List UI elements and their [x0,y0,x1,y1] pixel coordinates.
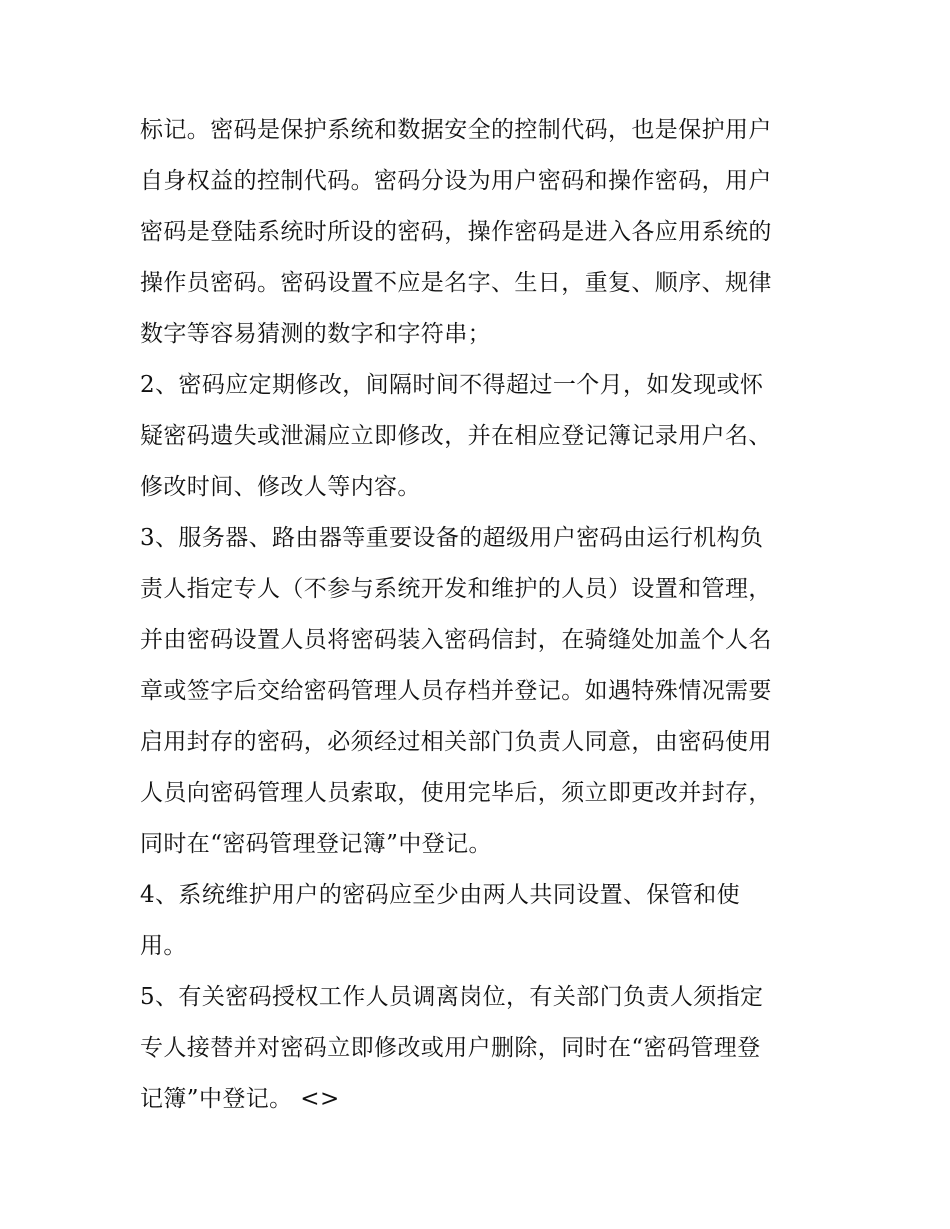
text-line: 记簿”中登记。 <> [140,1086,340,1112]
text-line: 修改时间、修改人等内容。 [140,474,421,500]
text-line: 自身权益的控制代码。密码分设为用户密码和操作密码，用户 [140,168,772,194]
text-line: 3、服务器、路由器等重要设备的超级用户密码由运行机构负 [140,525,764,551]
text-line: 并由密码设置人员将密码装入密码信封，在骑缝处加盖个人名 [140,627,772,653]
text-line: 用。 [140,933,187,959]
text-line: 标记。密码是保护系统和数据安全的控制代码，也是保护用户 [140,117,772,143]
text-line: 责人指定专人（不参与系统开发和维护的人员）设置和管理， [140,576,772,602]
text-line: 密码是登陆系统时所设的密码，操作密码是进入各应用系统的 [140,219,772,245]
text-line: 操作员密码。密码设置不应是名字、生日，重复、顺序、规律 [140,270,772,296]
text-line: 疑密码遗失或泄漏应立即修改，并在相应登记簿记录用户名、 [140,423,772,449]
text-line: 5、有关密码授权工作人员调离岗位，有关部门负责人须指定 [140,984,764,1010]
text-line: 章或签字后交给密码管理人员存档并登记。如遇特殊情况需要 [140,678,772,704]
text-line: 人员向密码管理人员索取，使用完毕后，须立即更改并封存， [140,780,772,806]
text-line: 专人接替并对密码立即修改或用户删除，同时在“密码管理登 [140,1035,761,1061]
document-body [140,105,820,1125]
text-line: 2、密码应定期修改，间隔时间不得超过一个月，如发现或怀 [140,372,764,398]
text-line: 启用封存的密码，必须经过相关部门负责人同意，由密码使用 [140,729,772,755]
text-line: 数字等容易猜测的数字和字符串； [140,321,491,347]
text-line: 4、系统维护用户的密码应至少由两人共同设置、保管和使 [140,882,741,908]
text-line: 同时在“密码管理登记簿”中登记。 [140,831,492,857]
